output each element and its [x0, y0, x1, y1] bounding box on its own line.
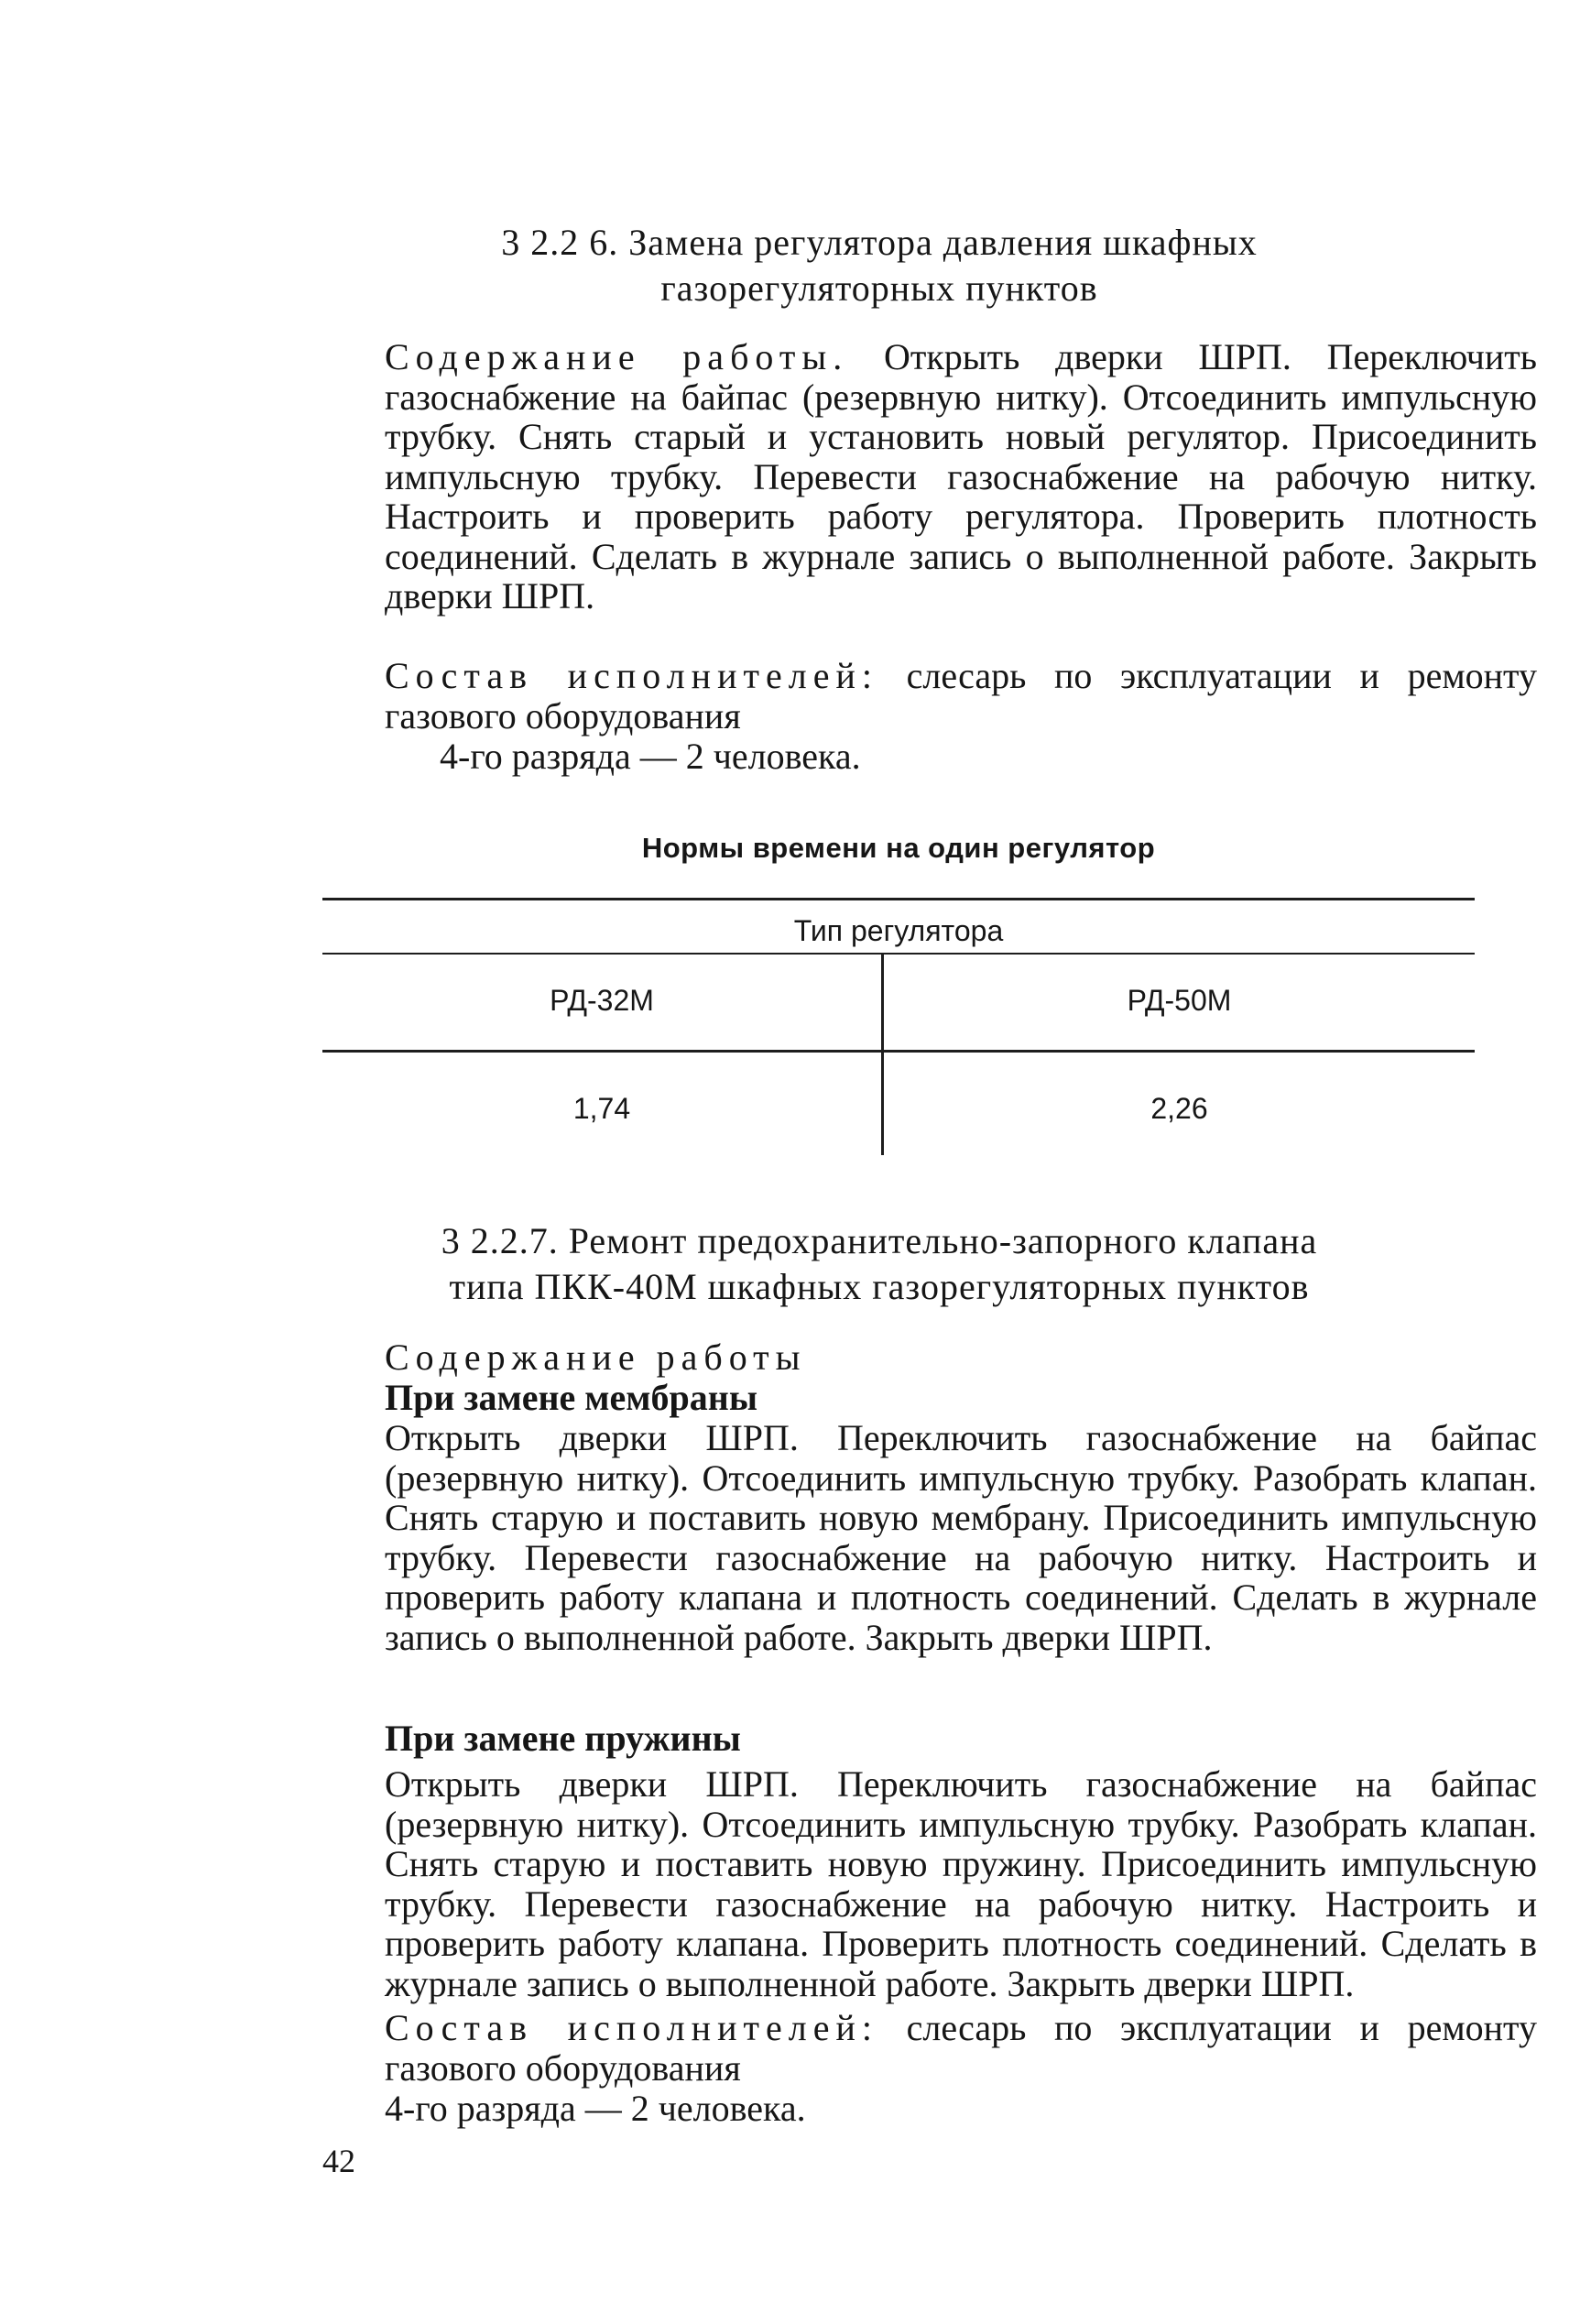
table-header-rule	[322, 953, 1475, 955]
staff-label: Состав исполнителей:	[385, 2007, 878, 2048]
table-column-header: РД-50М	[1127, 984, 1232, 1017]
subsection-title: При замене пружины	[385, 1718, 741, 1759]
heading-line: 3 2.2 6. Замена регулятора давления шкафных	[501, 222, 1258, 263]
staff-paragraph	[322, 2008, 1537, 2088]
table-caption: Нормы времени на один регулятор	[641, 832, 1156, 864]
content-paragraph: Открыть дверки ШРП. Переключить газоснабжение на байпас (резервную нитку). Отсоединить импульсную трубку. Разобрать клапан. Снять старую и поставить новую мембрану. Присоединить импульсную трубку. Перевести газоснабжение на рабочую нитку. Настроить и проверить работу клапана и плотность соединений. Сделать в журнале запись о выполненной работе. Закрыть дверки ШРП.	[385, 1417, 1537, 1658]
table-top-rule	[322, 898, 1475, 900]
section-heading	[321, 220, 1438, 311]
table-column-header: РД-32М	[550, 984, 654, 1017]
content-paragraph: Открыть дверки ШРП. Переключить газоснабжение на байпас (резервную нитку). Отсоединить импульсную трубку. Разобрать клапан. Снять старую и поставить новую пружину. Присоединить импульсную трубку. Перевести газоснабжение на рабочую нитку. Настроить и проверить работу клапана. Проверить плотность соединений. Сделать в журнале запись о выполненной работе. Закрыть дверки ШРП.	[385, 1763, 1537, 2004]
heading-line: 3 2.2.7. Ремонт предохранительно-запорного клапана	[441, 1220, 1318, 1261]
content-paragraph	[322, 337, 1537, 616]
staff-grade: 4-го разряда — 2 человека.	[385, 2088, 806, 2129]
staff-paragraph	[322, 656, 1537, 736]
table-group-header: Тип регулятора	[793, 914, 1004, 947]
table-cell: 1,74	[572, 1092, 631, 1125]
table-cell: 2,26	[1150, 1092, 1208, 1125]
staff-grade: 4-го разряда — 2 человека.	[440, 736, 861, 777]
section-heading	[321, 1218, 1438, 1310]
staff-label: Состав исполнителей:	[385, 655, 878, 696]
table-body-rule	[322, 1050, 1475, 1053]
page-number: 42	[322, 2143, 355, 2179]
content-label: Содержание работы.	[385, 336, 849, 377]
staff-text: слесарь по эксплуатации и ремонту газового оборудования	[385, 655, 1537, 736]
content-text: Открыть дверки ШРП. Переключить газоснабжение на байпас (резервную нитку). Отсоединить импульсную трубку. Снять старый и установить новый регулятор. Присоединить импульсную трубку. Перевести газоснабжение на рабочую нитку. Настроить и проверить работу регулятора. Проверить плотность соединений. Сделать в журнале запись о выполненной работе. Закрыть дверки ШРП.	[385, 336, 1537, 616]
staff-text: слесарь по эксплуатации и ремонту газового оборудования	[385, 2007, 1537, 2089]
heading-line: типа ПКК-40М шкафных газорегуляторных пунктов	[449, 1266, 1310, 1307]
subsection-title: При замене мембраны	[385, 1377, 758, 1418]
content-label: Содержание работы	[385, 1337, 807, 1378]
heading-line: газорегуляторных пунктов	[660, 267, 1098, 309]
